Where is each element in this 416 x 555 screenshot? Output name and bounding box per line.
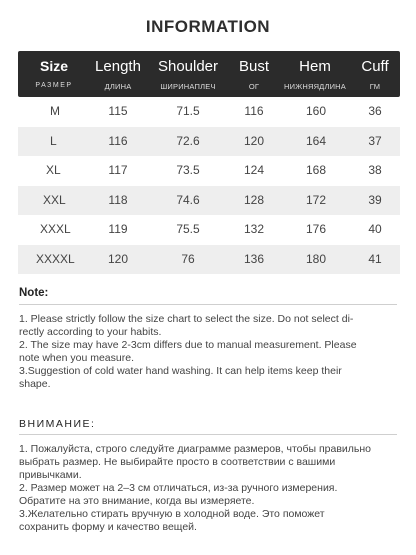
header-hem-label: Hem [299,58,331,75]
note-title: Note: [19,287,49,299]
cell-bust: 128 [243,192,265,207]
header-bust [228,51,280,97]
note-line: 1. Please strictly follow the size chart to select the size. Do not select di- [19,313,354,325]
note-line: shape. [19,378,51,390]
cell-hem: 180 [305,251,327,266]
cell-length: 116 [108,133,128,148]
cell-cuff: 37 [368,133,382,148]
table-row [18,156,400,186]
header-shoulder [154,51,222,97]
cell-size: XXXXL [36,251,75,266]
cell-cuff: 41 [368,251,382,266]
header-size-ru: РАЗМЕР [35,82,73,89]
cell-shoulder: 75.5 [176,222,200,236]
cell-bust: 132 [243,222,265,236]
note-line: 2. The size may have 2-3cm differs due to manual measurement. Please [19,339,357,351]
header-length-ru: ДЛИНА [104,82,132,91]
cell-hem: 172 [305,192,327,207]
cell-length: 120 [107,251,129,266]
cell-bust: 116 [244,104,264,118]
ru-note-line: Обратите на это внимание, когда вы измеряете. [19,495,255,507]
cell-size: L [50,133,57,148]
cell-length: 115 [108,104,128,118]
cell-shoulder: 73.5 [176,163,200,177]
ru-note-line: сохранить форму и качество вещей. [19,521,197,533]
cell-length: 119 [108,222,128,236]
header-length-label: Length [95,58,141,75]
ru-note-line: 3.Желательно стирать вручную в холодной воде. Это поможет [19,508,325,520]
header-hem [280,51,350,97]
header-bust-label: Bust [238,58,269,75]
table-row [18,215,400,245]
header-shoulder-label: Shoulder [157,58,219,75]
cell-cuff: 39 [368,192,382,207]
ru-note-text [19,443,397,534]
table-row [18,186,400,216]
note-line: note when you measure. [19,352,134,364]
header-bust-ru: ОГ [248,82,260,91]
ru-note-line: привычками. [19,469,82,481]
cell-cuff: 38 [368,163,382,177]
cell-shoulder: 74.6 [176,192,200,207]
note-line: rectly according to your habits. [19,326,162,338]
header-hem-ru: НИЖНЯЯДЛИНА [284,82,346,91]
cell-size: M [50,104,60,118]
cell-bust: 136 [243,251,265,266]
header-cuff-ru: ГМ [369,82,381,91]
header-cuff [352,51,398,97]
header-length [88,51,148,97]
cell-cuff: 40 [368,222,382,236]
header-cuff-label: Cuff [361,58,389,75]
cell-size: XXL [43,192,66,207]
note-text [19,313,397,391]
cell-shoulder: 76 [181,251,195,266]
cell-length: 117 [108,163,128,177]
ru-note-line: выбрать размер. Не выбирайте просто в соответствии с вашими [19,456,336,468]
cell-hem: 176 [305,222,327,236]
table-row [18,97,400,127]
page-title: INFORMATION [145,17,271,36]
ru-note-title: ВНИМАНИЕ: [19,418,96,430]
cell-size: XXXL [40,222,71,236]
size-chart-table [18,51,400,274]
cell-hem: 160 [305,104,327,118]
cell-size: XL [46,163,61,177]
cell-hem: 164 [305,133,327,148]
header-size [24,51,84,97]
header-size-label: Size [39,58,68,74]
note-divider [19,304,397,305]
cell-bust: 124 [243,163,265,177]
table-row [18,245,400,275]
ru-note-line: 2. Размер может на 2–3 см отличаться, из-за ручного измерения. [19,482,338,494]
ru-note-line: 1. Пожалуйста, строго следуйте диаграмме размеров, чтобы правильно [19,443,372,455]
cell-bust: 120 [243,133,265,148]
cell-hem: 168 [305,163,327,177]
cell-length: 118 [108,192,128,207]
cell-cuff: 36 [368,104,382,118]
ru-note-divider [19,434,397,435]
table-header [18,51,400,97]
table-row [18,127,400,157]
note-line: 3.Suggestion of cold water hand washing. It can help items keep their [19,365,342,377]
header-shoulder-ru: ШИРИНАПЛЕЧ [160,82,216,91]
cell-shoulder: 72.6 [176,133,200,148]
cell-shoulder: 71.5 [176,104,200,118]
